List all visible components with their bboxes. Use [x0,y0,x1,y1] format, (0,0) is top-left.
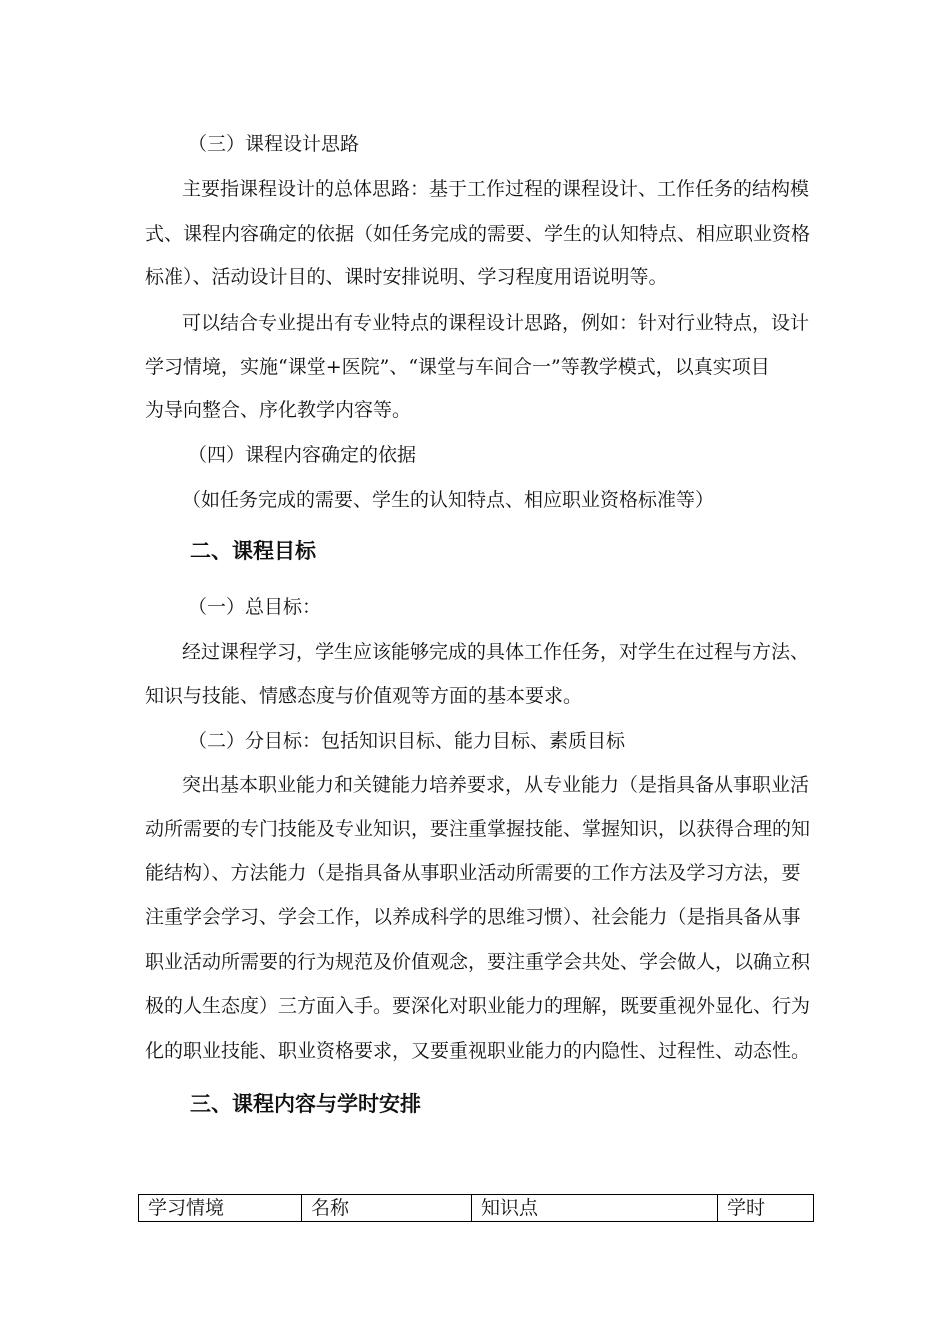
goal-sub-line3: 能结构）、方法能力（是指具备从事职业活动所需要的工作方法及学习方法，要 [145,862,801,884]
table-header-row [139,1195,814,1222]
section3-body2-line1: 可以结合专业提出有专业特点的课程设计思路，例如：针对行业特点，设计 [182,312,810,334]
goal-sub-line4: 注重学会学习、学会工作，以养成科学的思维习惯）、社会能力（是指具备从事 [145,906,801,928]
goal-overall-line2: 知识与技能、情感态度与价值观等方面的基本要求。 [145,685,583,707]
section4-title: （四）课程内容确定的依据 [188,444,417,466]
heading-content-hours: 三、课程内容与学时安排 [190,1092,421,1116]
goal-sub-line6: 极的人生态度）三方面入手。要深化对职业能力的理解，既要重视外显化、行为 [145,995,811,1017]
goal-sub-line1: 突出基本职业能力和关键能力培养要求，从专业能力（是指具备从事职业活 [182,774,810,796]
section4-body: （如任务完成的需要、学生的认知特点、相应职业资格标准等） [182,489,715,511]
goal-overall-line1: 经过课程学习，学生应该能够完成的具体工作任务，对学生在过程与方法、 [182,641,810,663]
col-header-learning-context: 学习情境 [139,1195,302,1222]
col-header-hours: 学时 [718,1195,814,1222]
section3-body1-line2: 式、课程内容确定的依据（如任务完成的需要、学生的认知特点、相应职业资格 [145,223,811,245]
section3-body1-line3: 标准）、活动设计目的、课时安排说明、学习程度用语说明等。 [145,266,668,288]
course-content-table [138,1194,814,1222]
goal-overall-title: （一）总目标： [188,596,322,618]
section3-body2-line2: 学习情境，实施“课堂+医院”、“课堂与车间合一”等教学模式，以真实项目 [145,356,770,378]
goal-sub-title: （二）分目标：包括知识目标、能力目标、素质目标 [188,730,626,752]
section3-body2-line3: 为导向整合、序化教学内容等。 [145,399,412,421]
section3-body1-line1: 主要指课程设计的总体思路：基于工作过程的课程设计、工作任务的结构模 [182,178,810,200]
goal-sub-line7: 化的职业技能、职业资格要求，又要重视职业能力的内隐性、过程性、动态性。 [145,1040,811,1062]
goal-sub-line5: 职业活动所需要的行为规范及价值观念，要注重学会共处、学会做人，以确立积 [145,951,811,973]
section3-title: （三）课程设计思路 [188,133,360,155]
heading-course-goals: 二、课程目标 [190,539,316,563]
goal-sub-line2: 动所需要的专门技能及专业知识，要注重掌握技能、掌握知识，以获得合理的知 [145,818,811,840]
col-header-name: 名称 [302,1195,472,1222]
col-header-knowledge-points: 知识点 [472,1195,718,1222]
